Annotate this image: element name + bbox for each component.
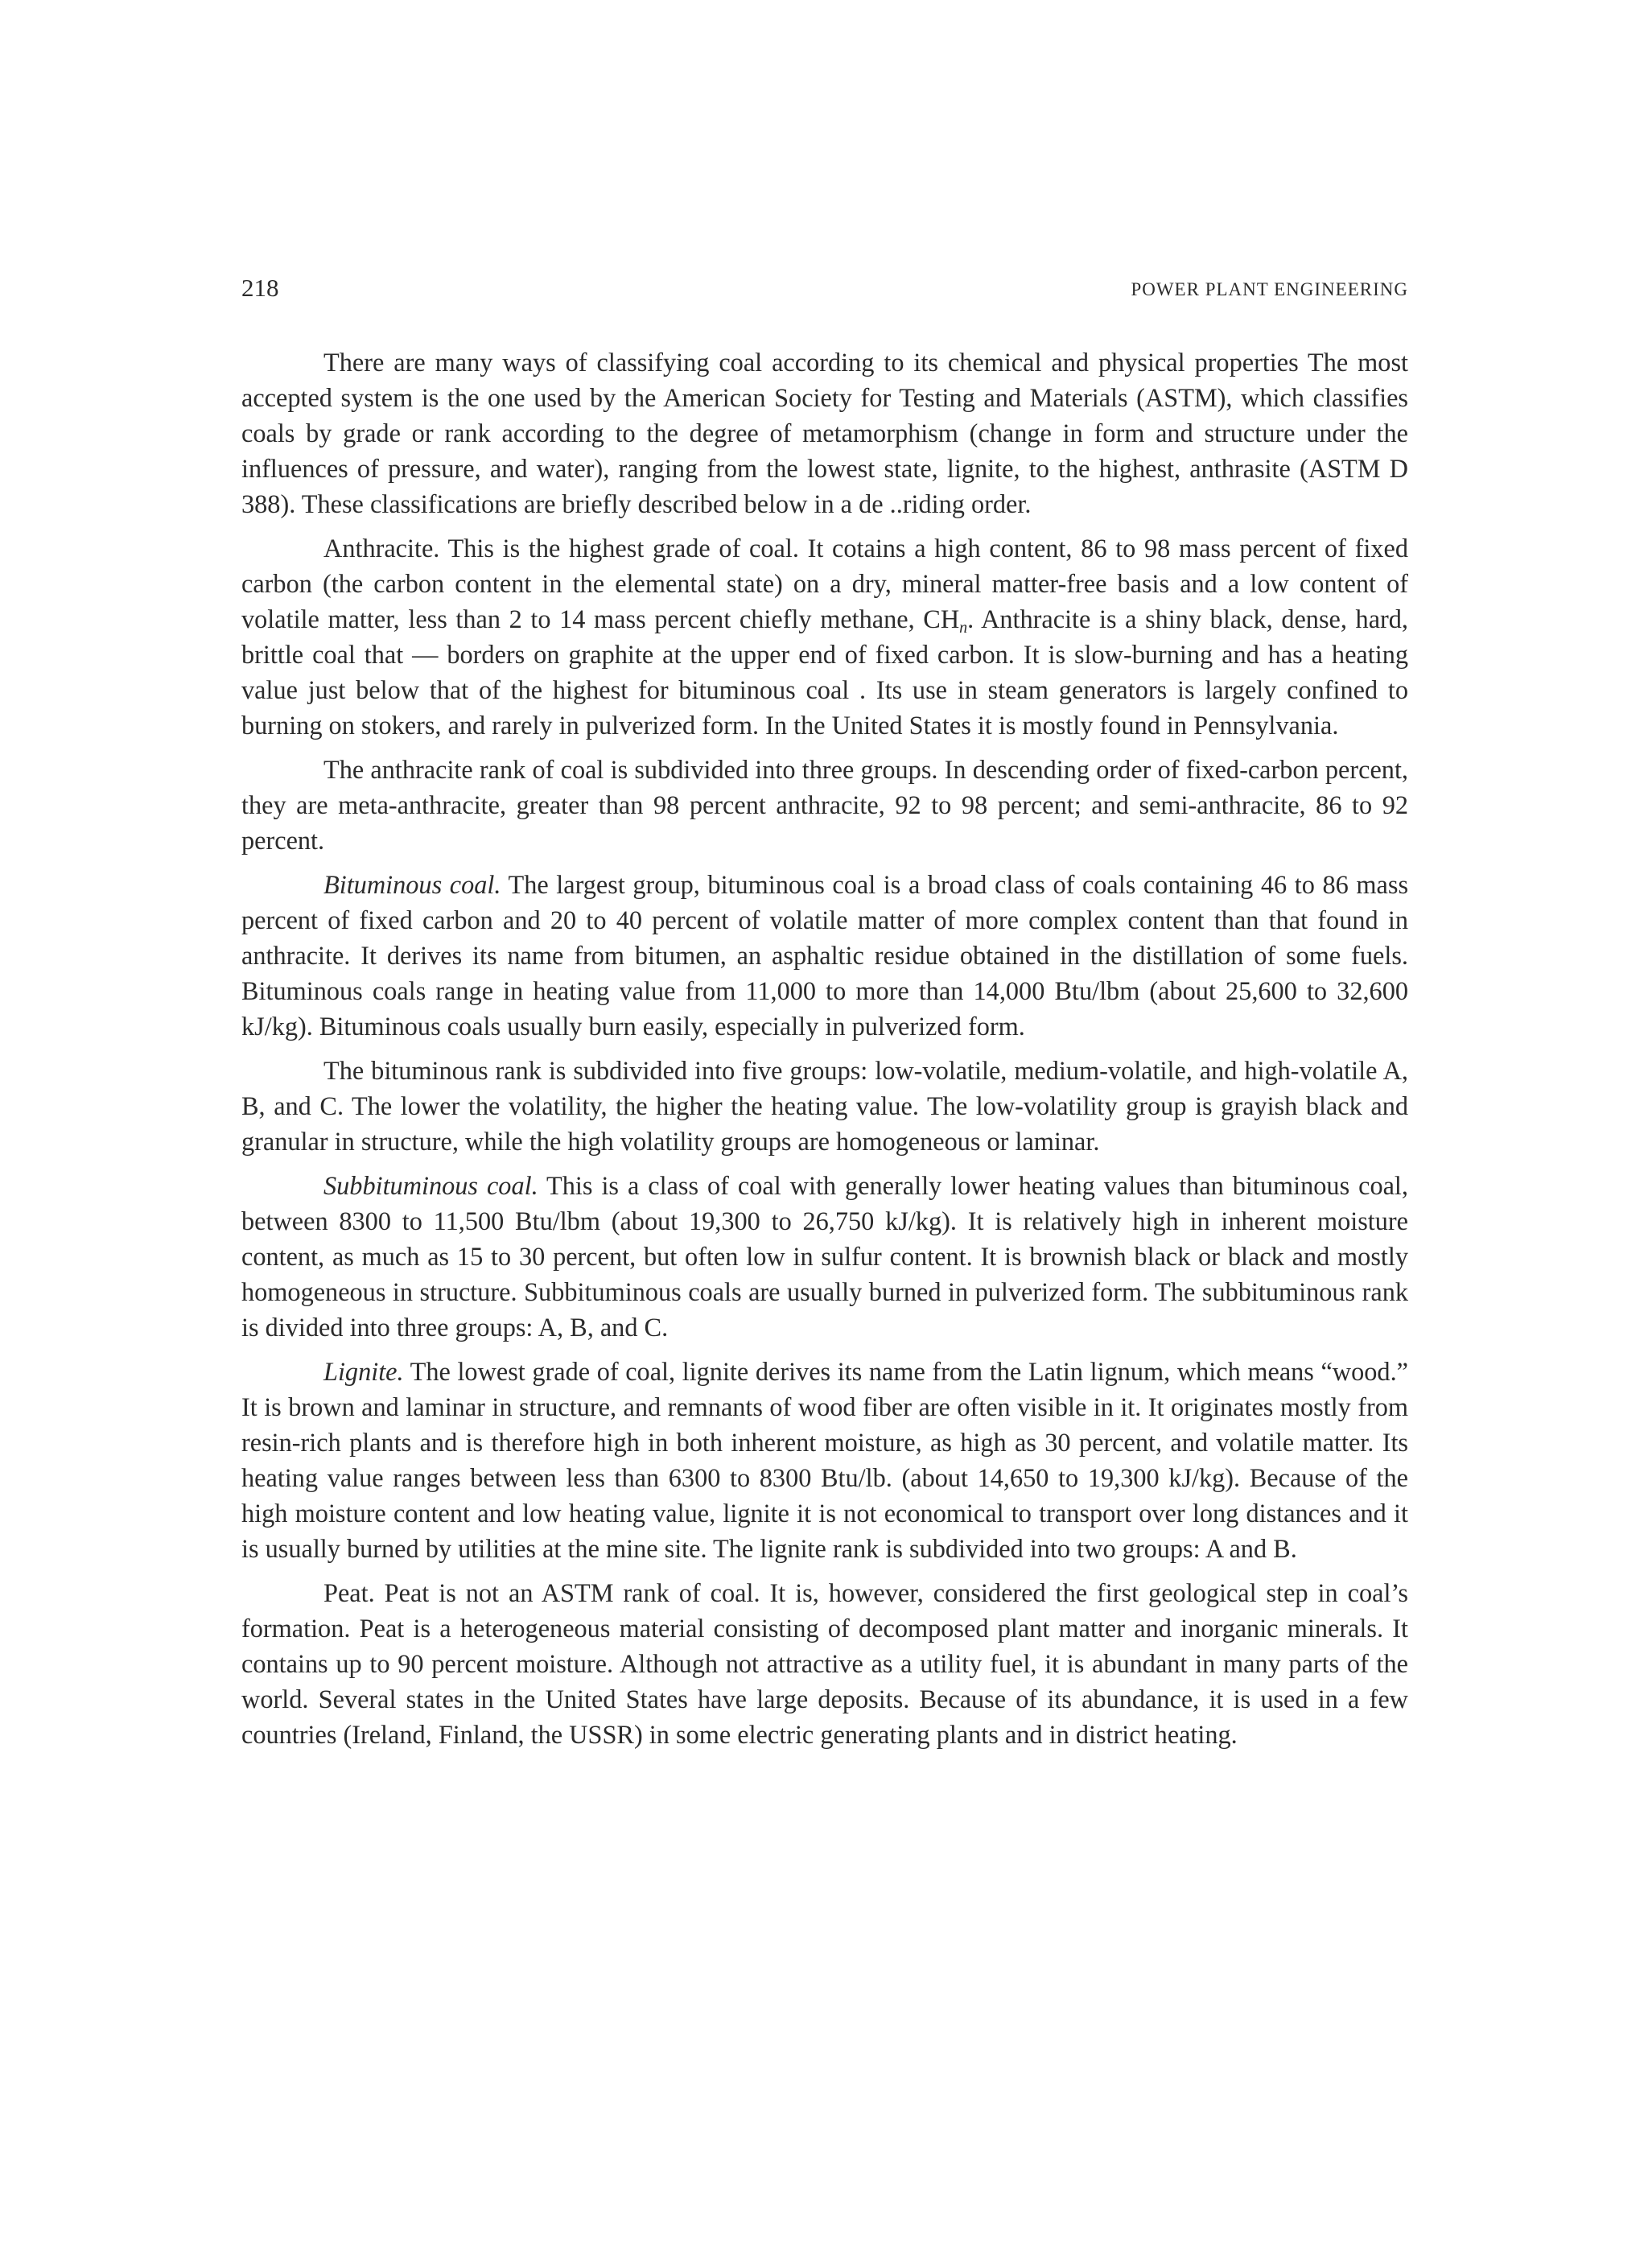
bituminous-heading: Bituminous coal. — [323, 870, 501, 899]
subbituminous-heading: Subbituminous coal. — [323, 1171, 538, 1200]
paragraph-lignite — [241, 1354, 1408, 1566]
paragraph-anthracite — [241, 530, 1408, 743]
paragraph-bituminous — [241, 867, 1408, 1044]
paragraph-subbituminous — [241, 1168, 1408, 1345]
page-number: 218 — [241, 274, 279, 302]
lignite-heading: Lignite. — [323, 1357, 404, 1386]
bituminous-text: The largest group, bituminous coal is a broad class of coals containing 46 to 86 mass percent of fixed carbon and 20 to 40 percent of volatile matter of more complex content than that found in anthracite. It derives its name from bitumen, an asphaltic residue obtained in the distillation of some fuels. Bituminous coals range in heating value from 11,000 to more than 14,000 Btu/lbm (about 25,600 to 32,600 kJ/kg). Bituminous coals usually burn easily, especially in pulverized form. — [241, 870, 1409, 1041]
paragraph-bituminous-groups: The bituminous rank is subdivided into five groups: low-volatile, medium-volatile, and high-volatile A, B, and C. The lower the volatility, the higher the heating value. The low-volatility group is grayish black and granular in structure, while the high volatility groups are homogeneous or laminar. — [241, 1056, 1408, 1156]
subbituminous-text: This is a class of coal with generally lower heating values than bituminous coal, between 8300 to 11,500 Btu/lbm (about 19,300 to 26,750 kJ/kg). It is relatively high in inherent moisture content, as much as 15 to 30 percent, but often low in sulfur content. It is brownish black or black and mostly homogeneous in structure. Subbituminous coals are usually burned in pulverized form. The subbituminous rank is divided into three groups: A, B, and C. — [241, 1171, 1408, 1342]
running-title: POWER PLANT ENGINEERING — [1131, 279, 1408, 299]
running-header — [241, 274, 1408, 309]
lignite-text: The lowest grade of coal, lignite derives its name from the Latin lignum, which means “wood.” It is brown and laminar in structure, and remnants of wood fiber are often visible in it. It originates mostly from resin-rich plants and is therefore high in both inherent moisture, as high as 30 percent, and volatile matter. Its heating value ranges between less than 6300 to 8300 Btu/lb. (about 14,650 to 19,300 kJ/kg). Because of the high moisture content and low heating value, lignite it is not economical to transport over long distances and it is usually burned by utilities at the mine site. The lignite rank is subdivided into two groups: A and B. — [241, 1357, 1408, 1563]
anthracite-text-part2: . Anthracite is a shiny black, dense, hard, brittle coal that — borders on graphite at the upper end of fixed carbon. It is slow-burning and has a heating value just below that of the highest for bituminous coal . Its use in steam generators is largely confined to burning on stokers, and rarely in pulverized form. In the United States it is mostly found in Pennsylvania. — [241, 604, 1409, 740]
document-page — [241, 274, 1408, 1761]
paragraph-peat: Peat. Peat is not an ASTM rank of coal. It is, however, considered the first geological step in coal’s formation. Peat is a heterogeneous material consisting of decomposed plant matter and inorganic minerals. It contains up to 90 percent moisture. Although not attractive as a utility fuel, it is abundant in many parts of the world. Several states in the United States have large deposits. Because of its abundance, it is used in a few countries (Ireland, Finland, the USSR) in some electric generating plants and in district heating. — [241, 1578, 1408, 1749]
paragraph-classification-intro: There are many ways of classifying coal according to its chemical and physical properties The most accepted system is the one used by the American Society for Testing and Materials (ASTM), which classifies coals by grade or rank according to the degree of metamorphism (change in form and structure under the influences of pressure, and water), ranging from the lowest state, lignite, to the highest, anthrasite (ASTM D 388). These classifications are briefly described below in a de ..riding order. — [241, 348, 1408, 518]
methane-formula-subscript: n — [959, 619, 968, 637]
anthracite-text-part1: Anthracite. This is the highest grade of coal. It cotains a high content, 86 to 98 mass percent of fixed carbon (the carbon content in the elemental state) on a dry, mineral matter-free basis and a low content of volatile matter, less than 2 to 14 mass percent chiefly methane, CH — [241, 534, 1408, 633]
paragraph-anthracite-groups: The anthracite rank of coal is subdivided into three groups. In descending order of fixed-carbon percent, they are meta-anthracite, greater than 98 percent anthracite, 92 to 98 percent; and semi-anthracite, 86 to 92 percent. — [241, 755, 1408, 855]
